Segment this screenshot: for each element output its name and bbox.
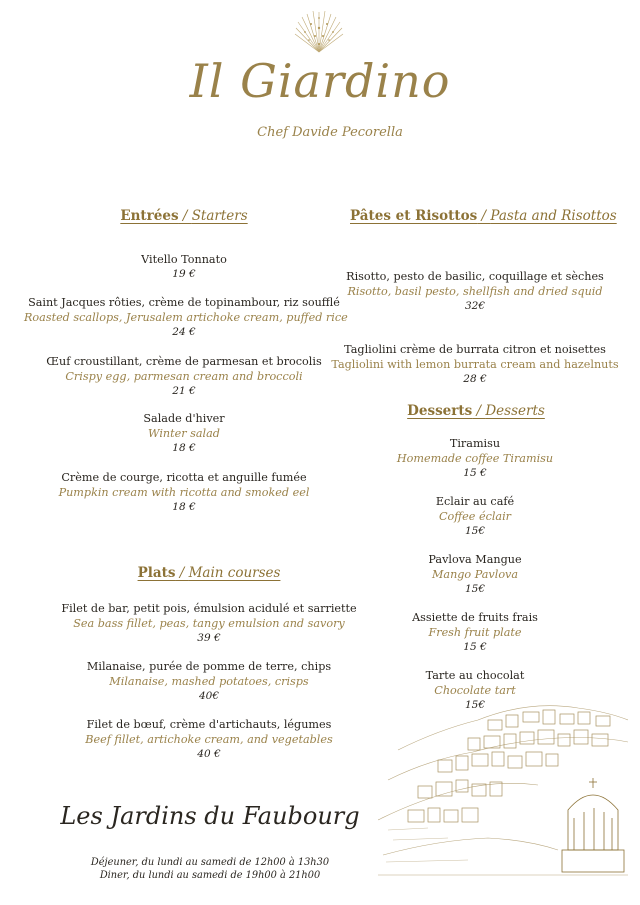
dish-name: Risotto, pesto de basilic, coquillage et sèches: [346, 270, 604, 283]
dish-price: 21 €: [172, 385, 196, 397]
menu-item: [24, 659, 394, 704]
section-title-desserts: Desserts / Desserts: [407, 403, 545, 419]
dish-translation: Mango Pavlova: [431, 568, 519, 581]
dish-price: 15 €: [463, 641, 487, 653]
dinner-hours: Diner, du lundi au samedi de 19h00 à 21h00: [99, 870, 321, 881]
dish-name: Vitello Tonnato: [141, 253, 227, 266]
dish-price: 24 €: [172, 326, 196, 338]
dish-name: Salade d'hiver: [143, 412, 225, 425]
dish-name: Tarte au chocolat: [425, 669, 525, 682]
dish-translation: Winter salad: [148, 427, 220, 440]
dish-price: 15 €: [463, 467, 487, 479]
dish-name: Filet de bœuf, crème d'artichauts, légumes: [86, 718, 332, 731]
menu-item: [320, 269, 630, 314]
dish-name: Assiette de fruits frais: [412, 611, 538, 624]
dish-price: 32€: [464, 300, 486, 312]
dish-translation: Homemade coffee Tiramisu: [396, 452, 554, 465]
dish-price: 18 €: [172, 442, 196, 454]
menu-item: [24, 295, 348, 340]
section-title-mains: Plats / Main courses: [137, 565, 281, 581]
section-title-pasta: Pâtes et Risottos / Pasta and Risottos: [350, 208, 617, 224]
dish-translation: Coffee éclair: [438, 510, 512, 523]
village-sketch-illustration: [378, 690, 628, 885]
lunch-hours: Déjeuner, du lundi au samedi de 12h00 à 13h30: [90, 857, 330, 868]
dish-price: 15€: [464, 525, 486, 537]
dish-translation: Milanaise, mashed potatoes, crisps: [109, 675, 309, 688]
dish-translation: Chocolate tart: [434, 684, 516, 697]
menu-item: [375, 610, 575, 655]
dish-translation: Risotto, basil pesto, shellfish and dried squid: [347, 285, 603, 298]
dish-name: Œuf croustillant, crème de parmesan et brocolis: [46, 355, 322, 368]
menu-item: [24, 717, 394, 762]
menu-item: [375, 552, 575, 597]
sunburst-logo-icon: [293, 8, 345, 56]
dish-name: Pavlova Mangue: [428, 553, 522, 566]
restaurant-title: Il Giardino: [189, 54, 451, 108]
section-title-starters: Entrées / Starters: [120, 208, 248, 224]
dish-translation: Roasted scallops, Jerusalem artichoke cream, puffed rice: [24, 311, 348, 324]
dish-price: 19 €: [172, 268, 196, 280]
dish-translation: Crispy egg, parmesan cream and broccoli: [65, 370, 303, 383]
menu-item: [320, 342, 630, 387]
menu-item: [24, 601, 394, 646]
dish-name: Milanaise, purée de pomme de terre, chips: [86, 660, 332, 673]
menu-item: [24, 354, 344, 399]
dish-name: Saint Jacques rôties, crème de topinambour, riz soufflé: [28, 296, 340, 309]
dish-name: Tiramisu: [449, 437, 501, 450]
menu-item: [24, 252, 344, 282]
dish-name: Crème de courge, ricotta et anguille fumée: [61, 471, 307, 484]
dish-name: Filet de bar, petit pois, émulsion acidulé et sarriette: [61, 602, 357, 615]
footer-brand: Les Jardins du Faubourg: [60, 802, 360, 830]
dish-price: 18 €: [172, 501, 196, 513]
menu-item: [24, 411, 344, 456]
menu-item: [375, 436, 575, 481]
dish-translation: Tagliolini with lemon burrata cream and hazelnuts: [331, 358, 619, 371]
chef-name: Chef Davide Pecorella: [257, 125, 403, 140]
dish-translation: Beef fillet, artichoke cream, and vegetables: [85, 733, 333, 746]
dish-price: 15€: [464, 583, 486, 595]
dish-price: 40€: [198, 690, 220, 702]
dish-price: 15€: [464, 699, 486, 711]
dish-translation: Sea bass fillet, peas, tangy emulsion and savory: [73, 617, 345, 630]
dish-price: 28 €: [463, 373, 487, 385]
dish-price: 39 €: [197, 632, 221, 644]
dish-translation: Pumpkin cream with ricotta and smoked eel: [58, 486, 310, 499]
dish-name: Eclair au café: [435, 495, 515, 508]
dish-price: 40 €: [197, 748, 221, 760]
dish-translation: Fresh fruit plate: [428, 626, 522, 639]
menu-item: [375, 494, 575, 539]
menu-item: [24, 470, 344, 515]
dish-name: Tagliolini crème de burrata citron et noisettes: [344, 343, 606, 356]
